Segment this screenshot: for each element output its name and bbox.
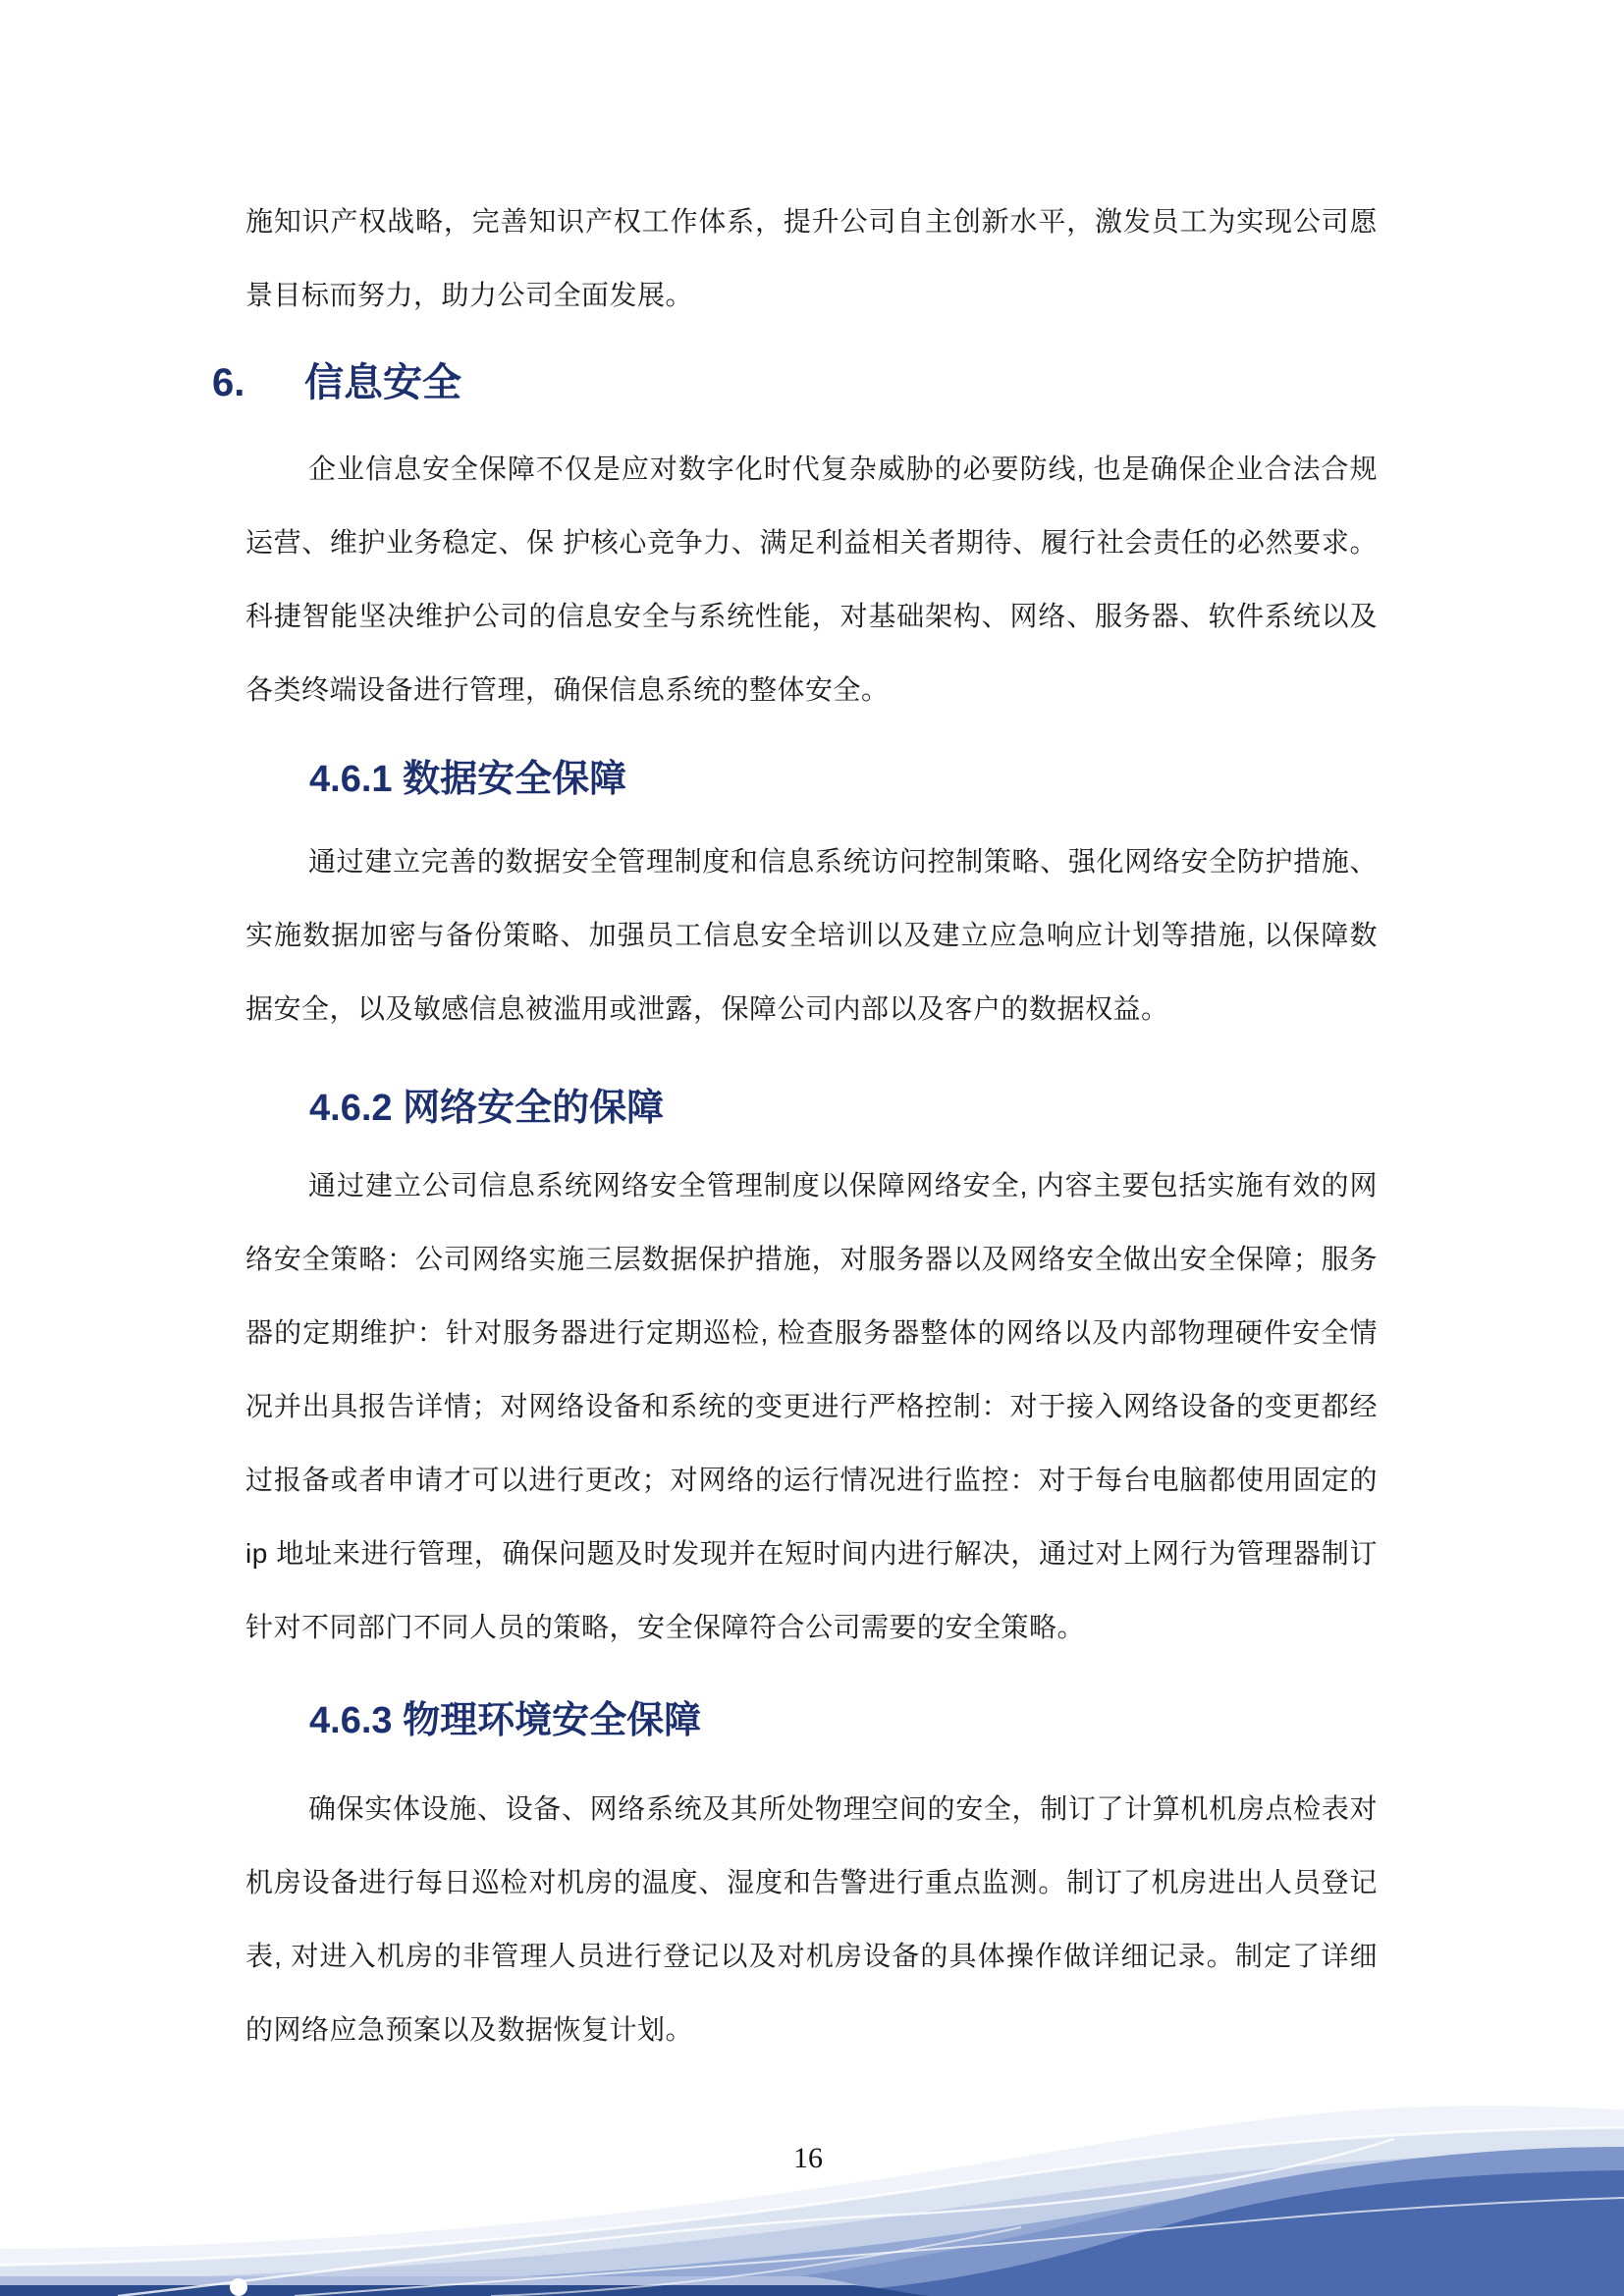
subsection-heading-461: 4.6.1 数据安全保障 [309,759,627,800]
paragraph-463: 确保实体设施、设备、网络系统及其所处物理空间的安全，制订了计算机机房点检表对机房设备进行每日巡检对机房的温度、湿度和告警进行重点监测。制订了机房进出人员登记表, 对进入机房的非管理人员进行登记以及对机房设备的具体操作做详细记录。制定了详细的网络应急预案以及数据恢复计划。 [245,1793,1378,2045]
section-number: 6. [212,361,245,404]
subsection-heading-463: 4.6.3 物理环境安全保障 [309,1700,702,1741]
paragraph-461: 通过建立完善的数据安全管理制度和信息系统访问控制策略、强化网络安全防护措施、实施数据加密与备份策略、加强员工信息安全培训以及建立应急响应计划等措施, 以保障数据安全，以及敏感信息被滥用或泄露，保障公司内部以及客户的数据权益。 [245,846,1378,1024]
subsection-heading-462: 4.6.2 网络安全的保障 [309,1088,665,1129]
footer-wave-graphic [0,2100,1624,2296]
page-number: 16 [793,2142,823,2174]
section-heading [212,353,461,412]
paragraph-462: 通过建立公司信息系统网络安全管理制度以保障网络安全, 内容主要包括实施有效的网络安全策略：公司网络实施三层数据保护措施，对服务器以及网络安全做出安全保障；服务器的定期维护：针对服务器进行定期巡检, 检查服务器整体的网络以及内部物理硬件安全情况并出具报告详情；对网络设备和系统的变更进行严格控制：对于接入网络设备的变更都经过报备或者申请才可以进行更改；对网络的运行情况进行监控：对于每台电脑都使用固定的ip 地址来进行管理，确保问题及时发现并在短时间内进行解决，通过对上网行为管理器制订针对不同部门不同人员的策略，安全保障符合公司需要的安全策略。 [245,1170,1378,1642]
paragraph-section-intro: 企业信息安全保障不仅是应对数字化时代复杂威胁的必要防线, 也是确保企业合法合规运营、维护业务稳定、保 护核心竞争力、满足利益相关者期待、履行社会责任的必然要求。科捷智能坚决维护公司的信息安全与系统性能，对基础架构、网络、服务器、软件系统以及各类终端设备进行管理，确保信息系统的整体安全。 [245,454,1378,705]
wave-white-dot [230,2278,247,2296]
section-title: 信息安全 [304,361,461,404]
paragraph-continuation: 施知识产权战略，完善知识产权工作体系，提升公司自主创新水平，激发员工为实现公司愿景目标而努力，助力公司全面发展。 [245,206,1378,310]
